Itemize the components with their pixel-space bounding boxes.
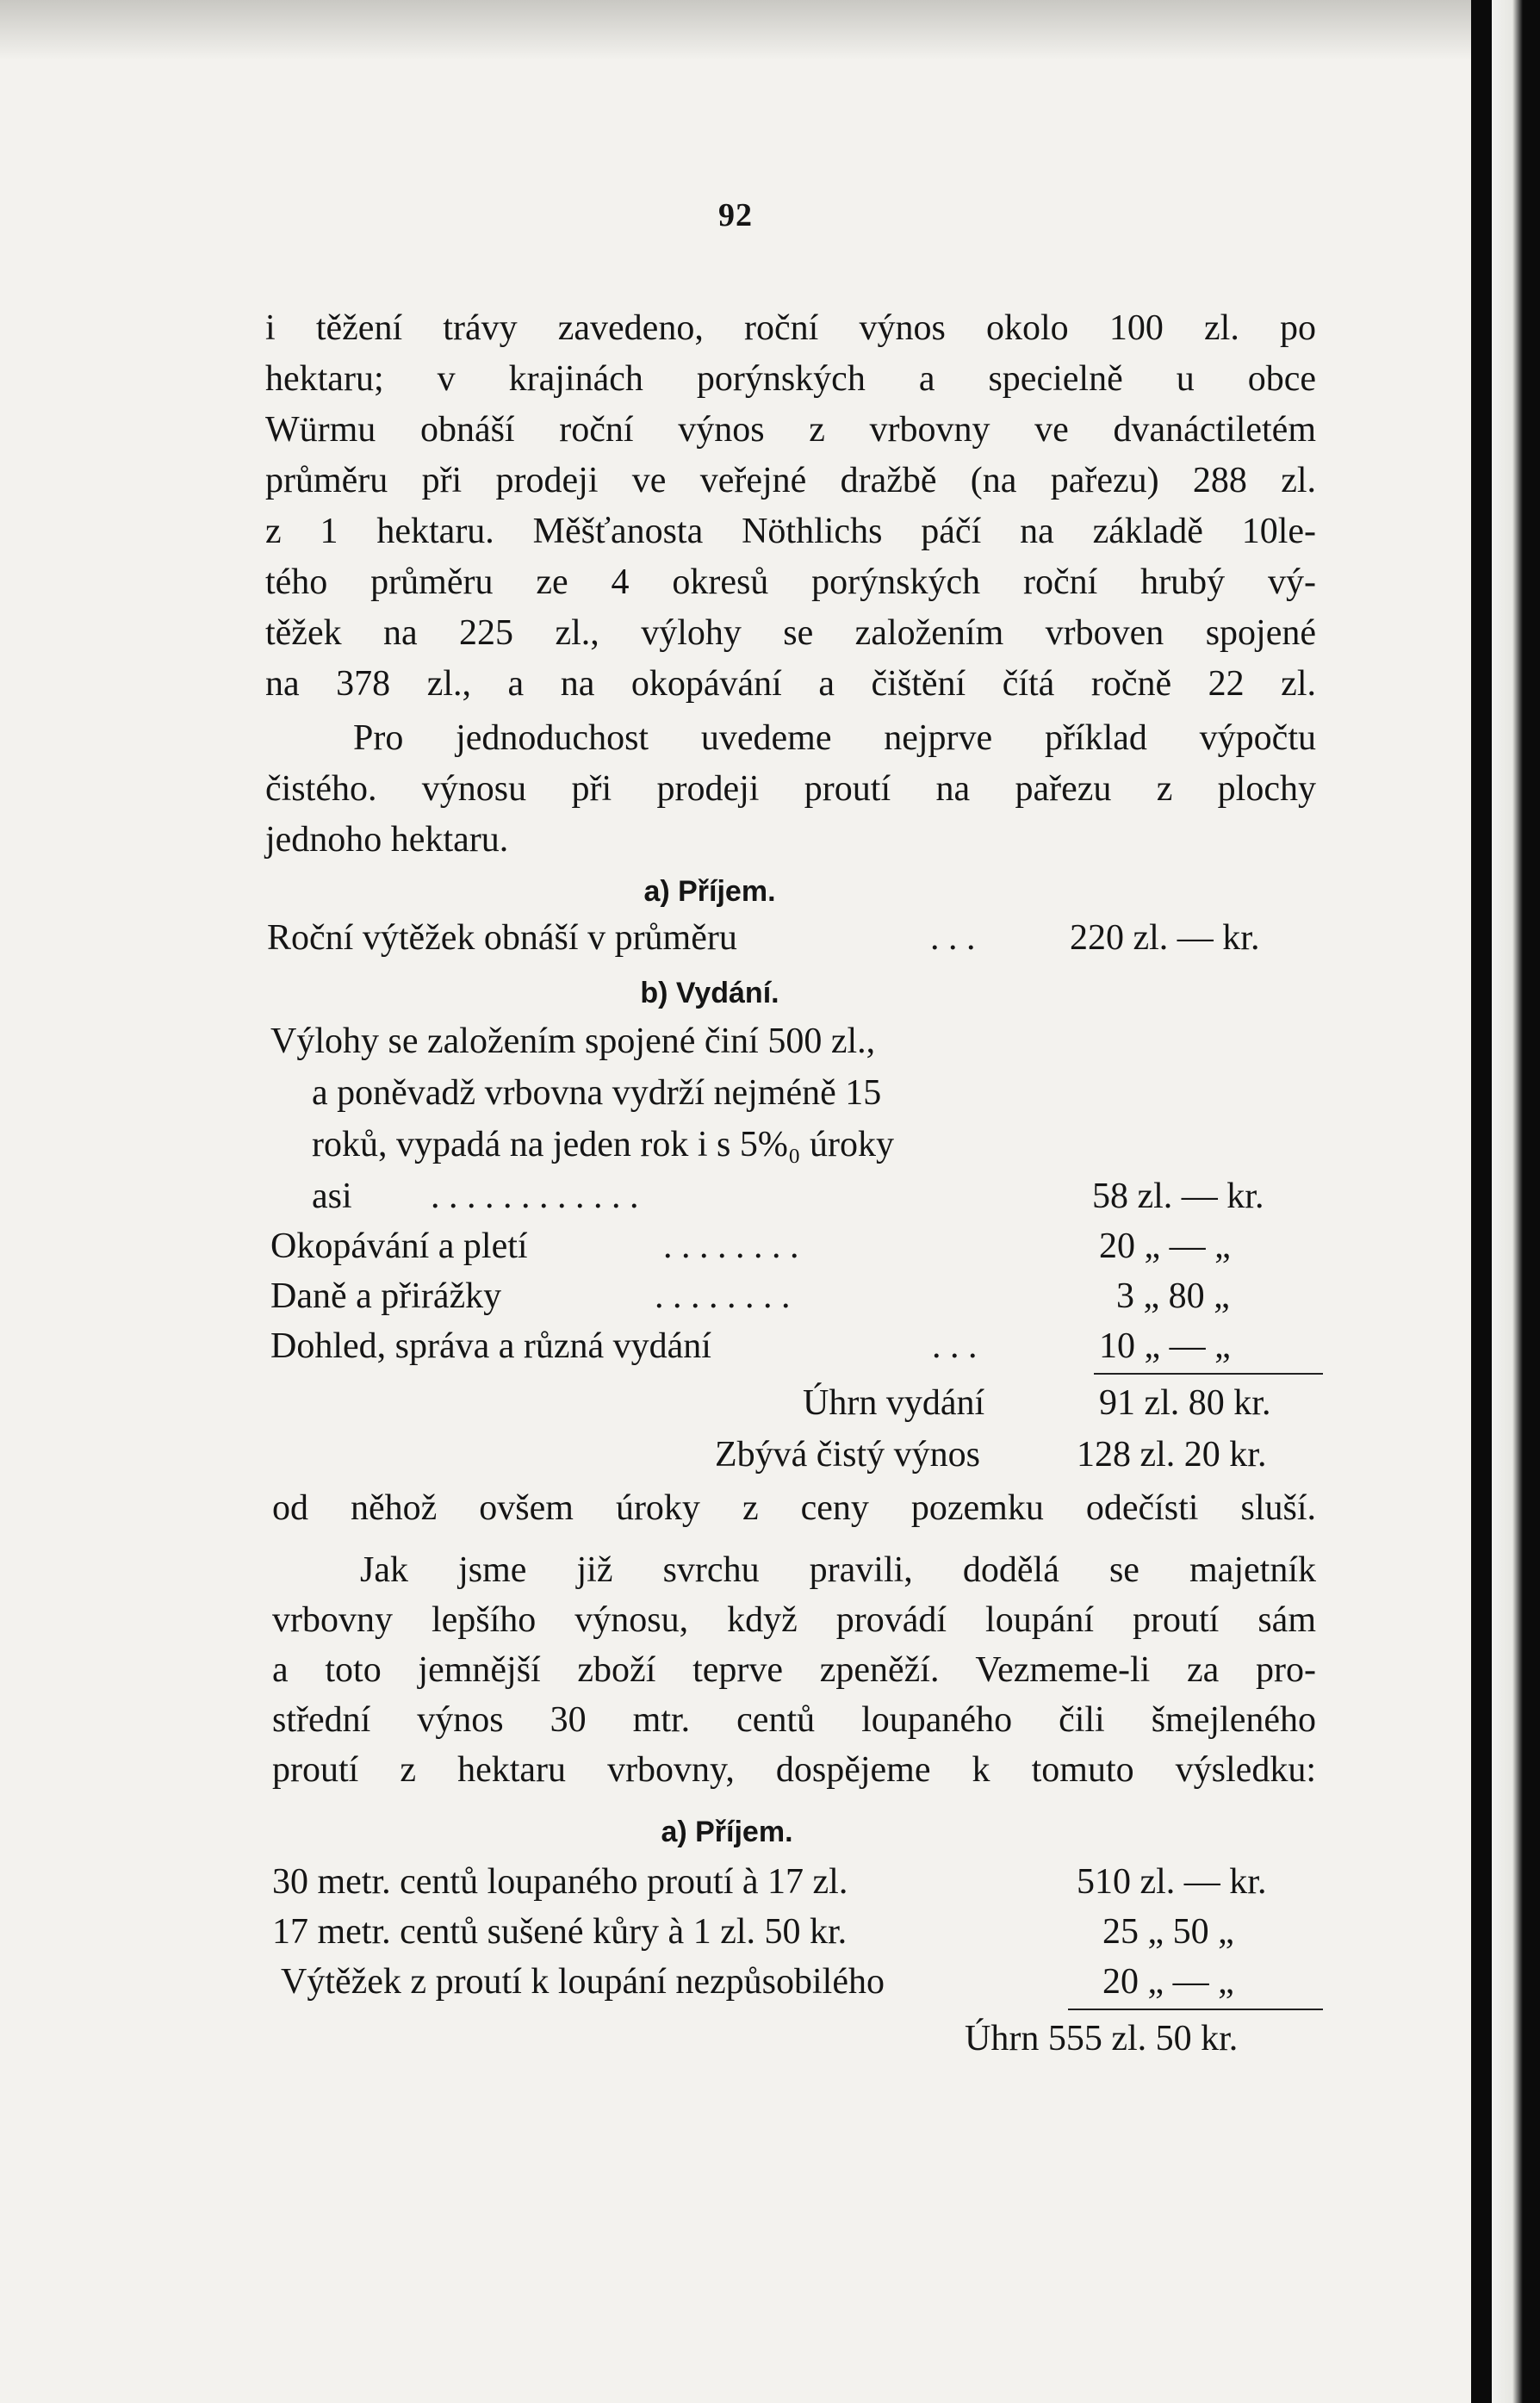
income-amount: 220 zl. — kr. <box>1070 918 1260 958</box>
sum-rule <box>1068 2009 1323 2010</box>
expense-line: a poněvadž vrbovna vydrží nejméně 15 <box>312 1073 882 1113</box>
scan-edge <box>1471 0 1540 2403</box>
text-line: od něhož ovšem úroky z ceny pozemku odečísti sluší. <box>272 1488 1316 1528</box>
expense-amount: 3 „ 80 „ <box>1116 1276 1230 1316</box>
expense-amount: 10 „ — „ <box>1099 1326 1231 1366</box>
total-amount: 91 zl. 80 kr. <box>1099 1383 1271 1423</box>
page-number: 92 <box>718 197 753 233</box>
leader-dots: . . . . . . . . . . . . <box>431 1177 639 1216</box>
text-line: Würmu obnáší roční výnos z vrbovny ve dvanáctiletém <box>265 410 1316 450</box>
text-line: Pro jednoduchost uvedeme nejprve příklad výpočtu <box>353 718 1316 758</box>
net-amount: 128 zl. 20 kr. <box>1077 1435 1267 1475</box>
expense-line: Výlohy se založením spojené činí 500 zl., <box>270 1021 876 1061</box>
section-heading: b) Vydání. <box>640 977 779 1009</box>
sum-rule <box>1094 1373 1323 1375</box>
income-total: Úhrn 555 zl. 50 kr. <box>965 2019 1239 2058</box>
text-line: těžek na 225 zl., výlohy se založením vrboven spojené <box>265 613 1316 653</box>
text-line: střední výnos 30 mtr. centů loupaného čili šmejleného <box>272 1700 1316 1740</box>
expense-label: Daně a přirážky <box>270 1276 502 1316</box>
text-line: proutí z hektaru vrbovny, dospějeme k tomuto výsledku: <box>272 1750 1316 1790</box>
text-line: z 1 hektaru. Měšťanosta Nöthlichs páčí na základě 10le- <box>265 512 1316 551</box>
income-label: Roční výtěžek obnáší v průměru <box>267 918 737 958</box>
text-line: průměru při prodeji ve veřejné dražbě (na pařezu) 288 zl. <box>265 461 1316 500</box>
text-line: i těžení trávy zavedeno, roční výnos okolo 100 zl. po <box>265 308 1316 348</box>
expense-label: Okopávání a pletí <box>270 1226 528 1266</box>
text-line: a toto jemnější zboží teprve zpeněží. Vezmeme-li za pro- <box>272 1650 1316 1690</box>
expense-line: roků, vypadá na jeden rok i s 5%₀ úroky <box>312 1125 894 1164</box>
income-amount: 20 „ — „ <box>1102 1962 1234 2002</box>
income-label: Výtěžek z proutí k loupání nezpůsobilého <box>281 1962 885 2002</box>
text-line: čistého. výnosu při prodeji proutí na pařezu z plochy <box>265 769 1316 809</box>
income-label: 17 metr. centů sušené kůry à 1 zl. 50 kr. <box>272 1912 848 1952</box>
text-line: vrbovny lepšího výnosu, když provádí loupání proutí sám <box>272 1600 1316 1640</box>
section-heading: a) Příjem. <box>661 1816 793 1848</box>
expense-label: Dohled, správa a různá vydání <box>270 1326 711 1366</box>
text-line: jednoho hektaru. <box>265 820 509 860</box>
text-line: tého průměru ze 4 okresů porýnských roční hrubý vý- <box>265 562 1316 602</box>
section-heading: a) Příjem. <box>643 875 776 908</box>
net-label: Zbývá čistý výnos <box>715 1435 980 1475</box>
expense-amount: 20 „ — „ <box>1099 1226 1231 1266</box>
expense-line: asi <box>312 1177 352 1216</box>
income-label: 30 metr. centů loupaného proutí à 17 zl. <box>272 1862 848 1902</box>
leader-dots: . . . . . . . . <box>663 1226 799 1266</box>
income-amount: 25 „ 50 „ <box>1102 1912 1234 1952</box>
text-line: hektaru; v krajinách porýnských a specielně u obce <box>265 359 1316 399</box>
text-line: na 378 zl., a na okopávání a čištění čítá ročně 22 zl. <box>265 664 1316 704</box>
expense-amount: 58 zl. — kr. <box>1092 1177 1264 1216</box>
text-line: Jak jsme již svrchu pravili, dodělá se majetník <box>360 1550 1316 1590</box>
leader-dots: . . . <box>930 918 976 958</box>
total-label: Úhrn vydání <box>803 1383 985 1423</box>
leader-dots: . . . <box>932 1326 978 1366</box>
income-amount: 510 zl. — kr. <box>1077 1862 1267 1902</box>
leader-dots: . . . . . . . . <box>655 1276 791 1316</box>
